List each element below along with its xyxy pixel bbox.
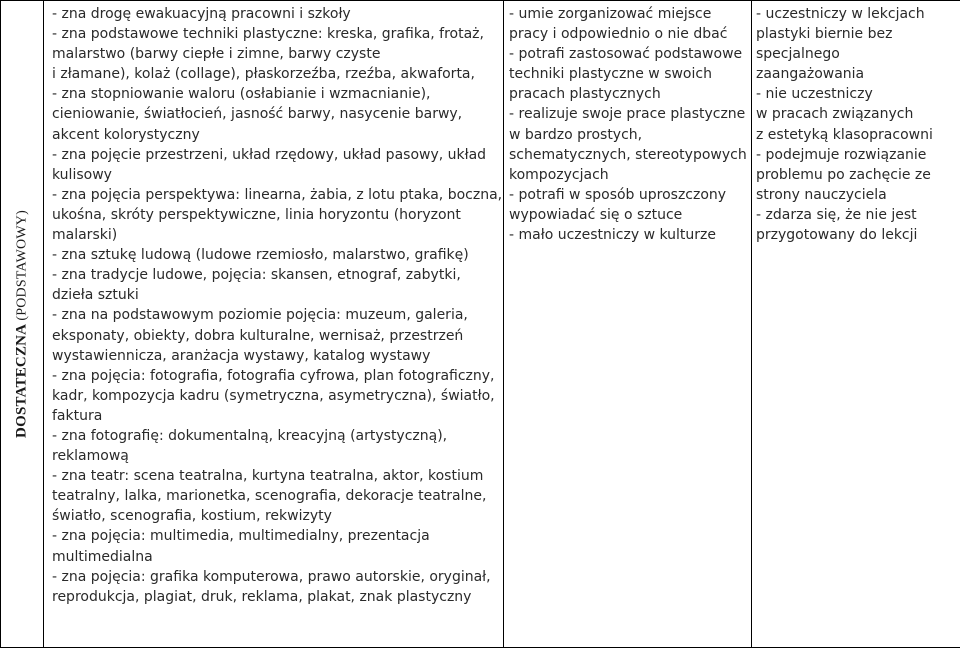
knowledge-list	[44, 1, 503, 607]
text-line: w bardzo prostych,	[509, 126, 643, 143]
skills-list	[504, 1, 751, 245]
text-line: - umie zorganizować miejsce	[509, 6, 712, 22]
text-line: w pracach związanych	[756, 106, 914, 123]
text-line: - zna stopniowanie waloru (osłabianie i wzmacnianie),	[52, 86, 431, 103]
text-line: przygotowany do lekcji	[756, 227, 918, 244]
text-line: techniki plastyczne w swoich	[509, 66, 712, 83]
text-line: kompozycjach	[509, 166, 609, 183]
text-line: teatralny, lalka, marionetka, scenografia, dekoracje teatralne,	[52, 488, 487, 505]
text-line: dzieła sztuki	[52, 287, 139, 304]
text-line: kulisowy	[52, 166, 112, 183]
text-line: specjalnego	[756, 46, 840, 63]
text-line: - potrafi w sposób uproszczony	[509, 186, 727, 203]
attitudes-list	[752, 1, 960, 245]
text-line: wystawiennicza, aranżacja wystawy, katalog wystawy	[52, 347, 431, 364]
text-line: - podejmuje rozwiązanie	[756, 146, 927, 163]
text-line: - zna pojęcia: grafika komputerowa, prawo autorskie, oryginał,	[52, 568, 491, 585]
grade-level-cell	[1, 1, 44, 648]
text-line: - zna pojęcia: multimedia, multimedialny, prezentacja	[52, 528, 430, 545]
text-line: akcent kolorystyczny	[52, 126, 200, 143]
text-line: - zna teatr: scena teatralna, kurtyna teatralna, aktor, kostium	[52, 468, 484, 485]
attitudes-cell	[752, 1, 960, 648]
text-line: reklamową	[52, 448, 129, 465]
grade-level-label	[11, 210, 32, 438]
grade-level-subtitle: (PODSTAWOWY)	[14, 210, 30, 321]
text-line: - zna podstawowe techniki plastyczne: kreska, grafika, frotaż,	[52, 26, 484, 43]
text-line: - uczestniczy w lekcjach	[756, 6, 925, 22]
text-line: - zna pojęcia perspektywa: linearna, żabia, z lotu ptaka, boczna,	[52, 186, 503, 203]
skills-cell	[504, 1, 752, 648]
text-line: strony nauczyciela	[756, 186, 887, 203]
text-line: schematycznych, stereotypowych	[509, 146, 747, 163]
text-line: i złamane), kolaż (collage), płaskorzeźba, rzeźba, akwaforta,	[52, 66, 475, 83]
text-line: - nie uczestniczy	[756, 86, 873, 103]
text-line: multimedialna	[52, 548, 153, 565]
text-line: pracy i odpowiednio o nie dbać	[509, 26, 728, 43]
text-line: wypowiadać się o sztuce	[509, 206, 683, 223]
text-line: - zna tradycje ludowe, pojęcia: skansen, etnograf, zabytki,	[52, 267, 461, 284]
knowledge-cell	[44, 1, 504, 648]
text-line: ukośna, skróty perspektywiczne, linia horyzontu (horyzont	[52, 206, 461, 223]
text-line: cieniowanie, światłocień, jasność barwy, nasycenie barwy,	[52, 106, 463, 123]
text-line: - zna pojęcia: fotografia, fotografia cyfrowa, plan fotograficzny,	[52, 367, 495, 384]
table-row	[1, 1, 960, 648]
text-line: - zna sztukę ludową (ludowe rzemiosło, malarstwo, grafikę)	[52, 247, 469, 264]
text-line: faktura	[52, 407, 103, 424]
text-line: - zna pojęcie przestrzeni, układ rzędowy, układ pasowy, układ	[52, 146, 487, 163]
text-line: - realizuje swoje prace plastyczne	[509, 106, 746, 123]
text-line: - zna drogę ewakuacyjną pracowni i szkoły	[52, 6, 351, 22]
text-line: z estetyką klasopracowni	[756, 126, 933, 143]
text-line: zaangażowania	[756, 66, 865, 83]
text-line: - zdarza się, że nie jest	[756, 206, 917, 223]
text-line: eksponaty, obiekty, dobra kulturalne, wernisaż, przestrzeń	[52, 327, 464, 344]
text-line: problemu po zachęcie ze	[756, 166, 931, 183]
text-line: reprodukcja, plagiat, druk, reklama, plakat, znak plastyczny	[52, 588, 472, 605]
text-line: malarstwo (barwy ciepłe i zimne, barwy czyste	[52, 46, 381, 63]
text-line: kadr, kompozycja kadru (symetryczna, asymetryczna), światło,	[52, 387, 495, 404]
text-line: pracach plastycznych	[509, 86, 661, 103]
text-line: - mało uczestniczy w kulturze	[509, 227, 716, 244]
text-line: plastyki biernie bez	[756, 26, 893, 43]
grade-level-title: DOSTATECZNA	[13, 324, 30, 438]
text-line: - potrafi zastosować podstawowe	[509, 46, 743, 63]
text-line: - zna na podstawowym poziomie pojęcia: muzeum, galeria,	[52, 307, 468, 324]
text-line: - zna fotografię: dokumentalną, kreacyjną (artystyczną),	[52, 427, 448, 444]
text-line: malarski)	[52, 227, 118, 244]
text-line: światło, scenografia, kostium, rekwizyty	[52, 508, 332, 525]
